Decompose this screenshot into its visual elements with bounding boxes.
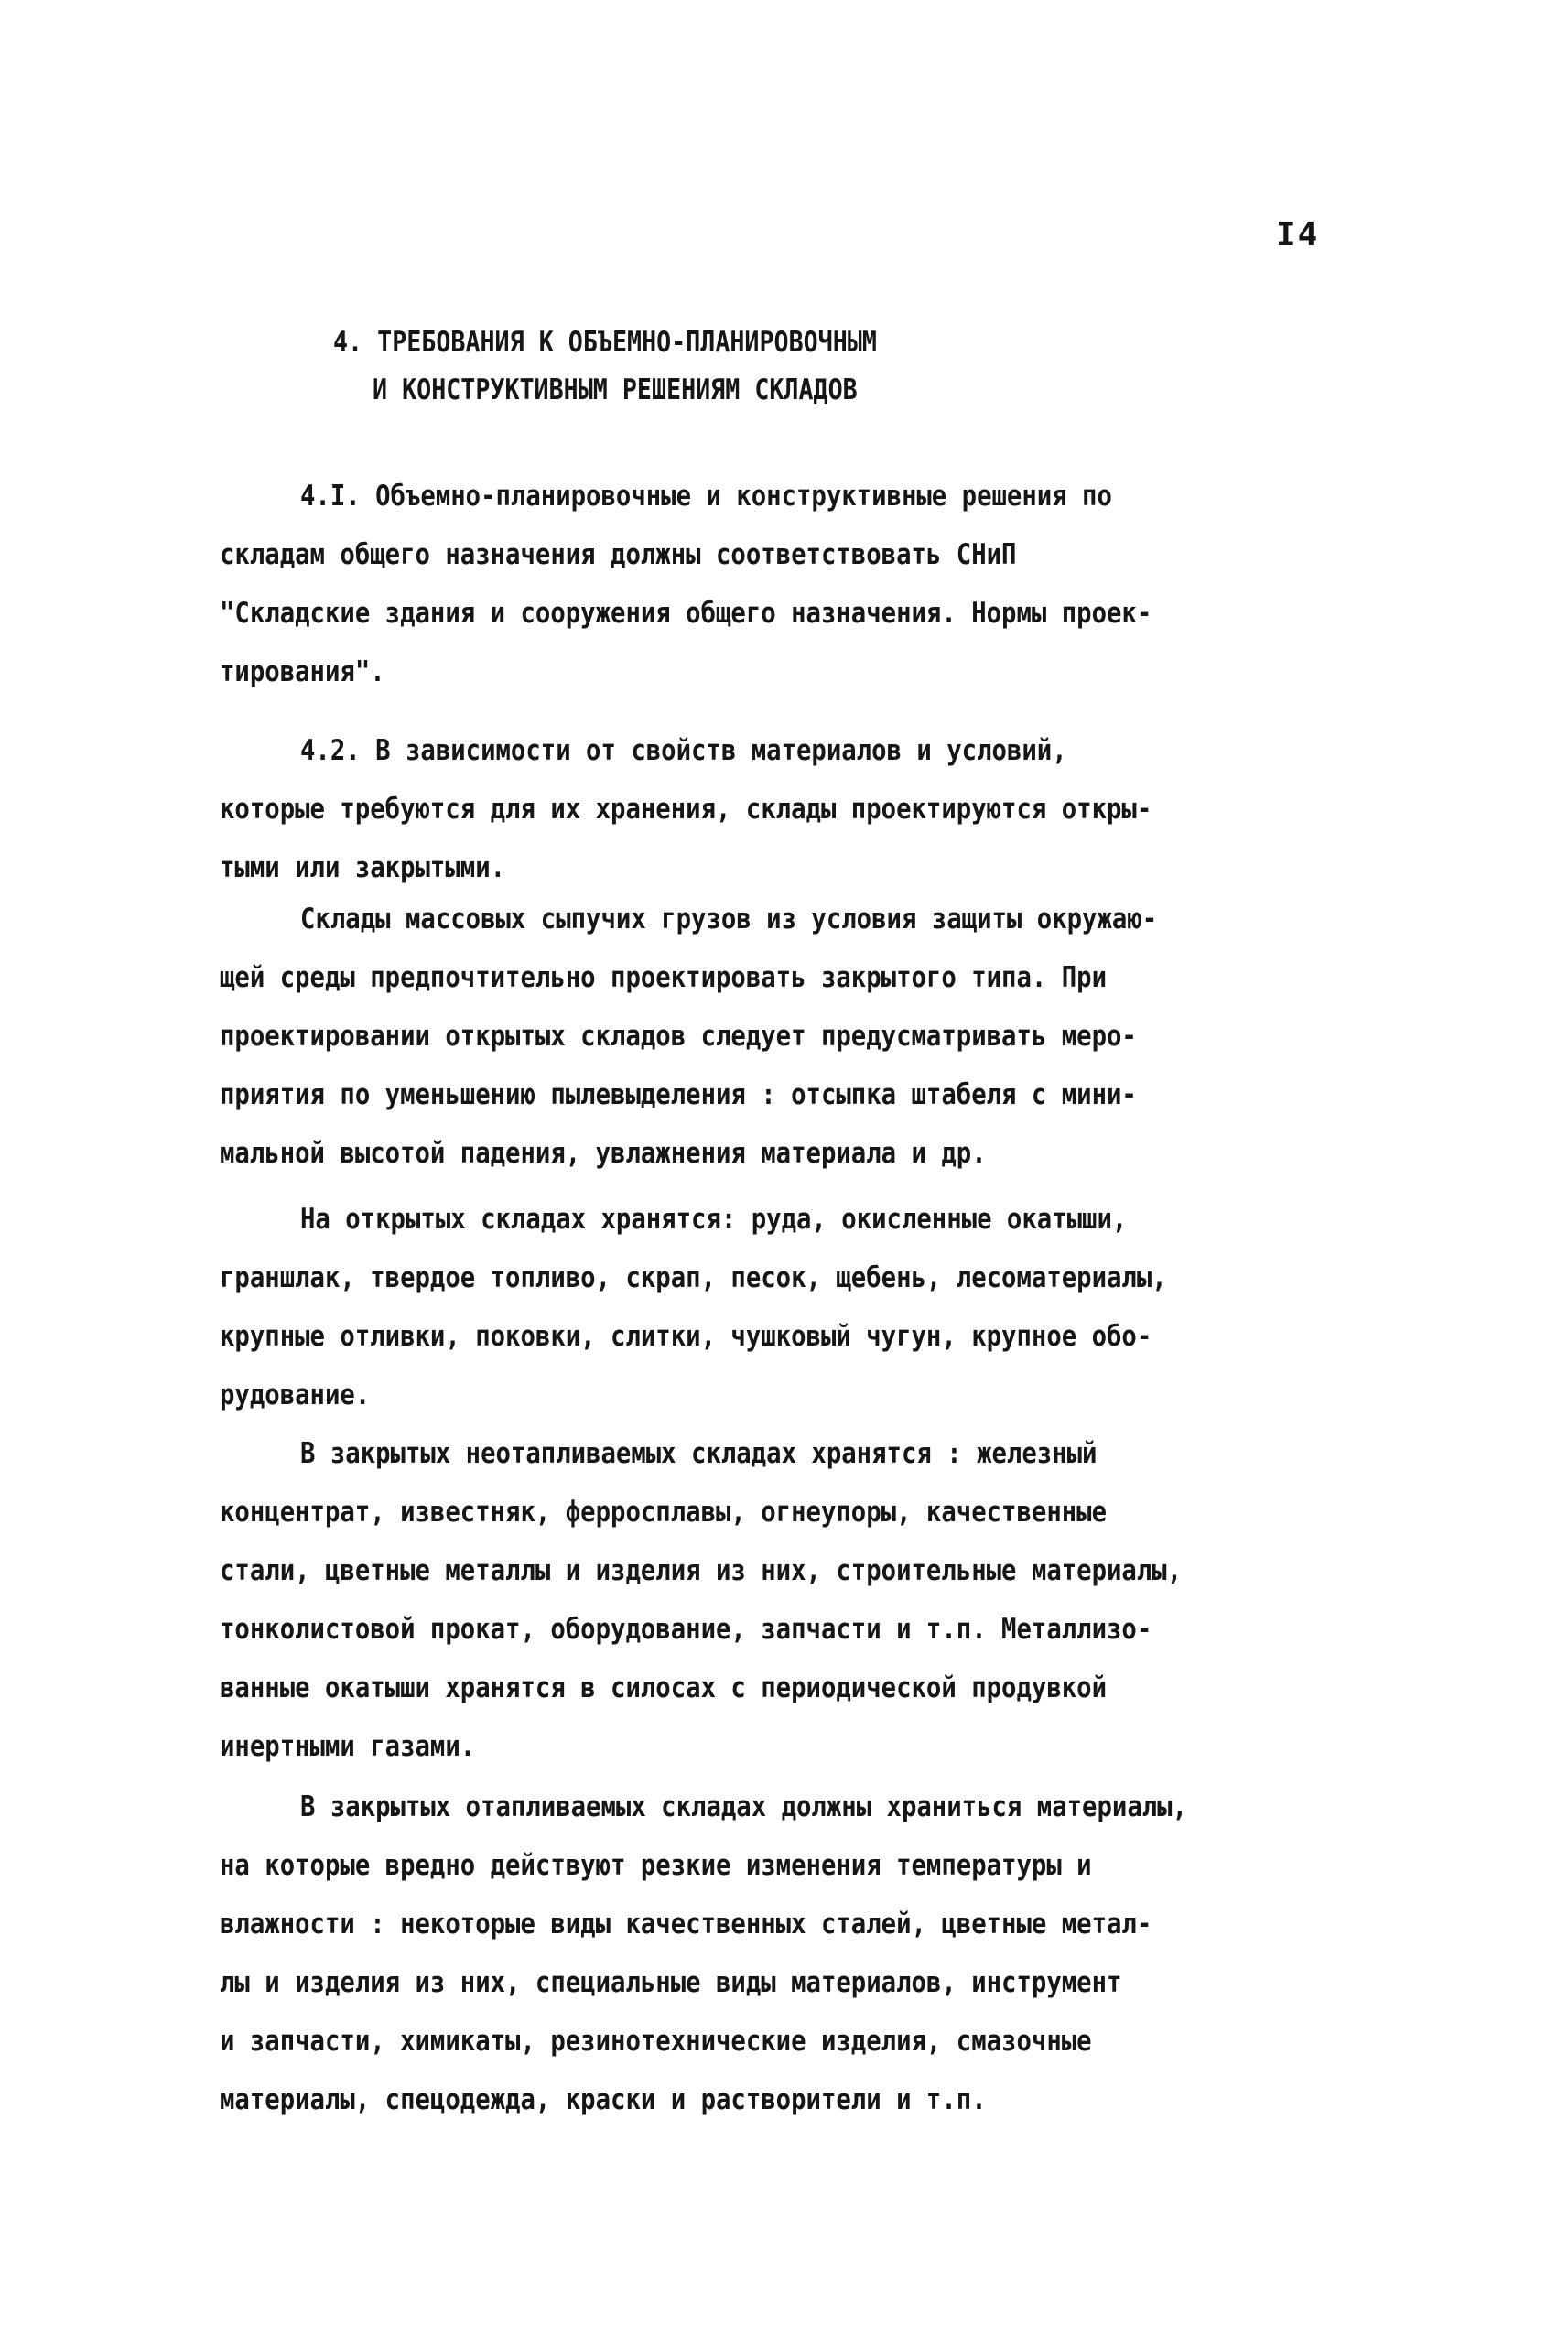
text-line: ванные окатыши хранятся в силосах с периодической продувкой <box>220 1671 1108 1704</box>
text-line: материалы, спецодежда, краски и растворители и т.п. <box>220 2083 987 2116</box>
text-line: На открытых складах хранятся: руда, окисленные окатыши, <box>300 1203 1128 1236</box>
text-line: граншлак, твердое топливо, скрап, песок, щебень, лесоматериалы, <box>220 1261 1167 1294</box>
text-line: В закрытых отапливаемых складах должны храниться материалы, <box>300 1790 1188 1823</box>
text-line: 4.2. В зависимости от свойств материалов и условий, <box>300 734 1067 767</box>
text-line: рудование. <box>220 1379 371 1411</box>
paragraph-4-1 <box>220 467 1373 701</box>
text-line: "Складские здания и сооружения общего назначения. Нормы проек- <box>220 597 1152 630</box>
text-line: лы и изделия из них, специальные виды материалов, инструмент <box>220 1966 1122 1999</box>
paragraph-bulk-cargo <box>220 890 1373 1183</box>
text-line: стали, цветные металлы и изделия из них, строительные материалы, <box>220 1554 1183 1587</box>
paragraph-4-2 <box>220 721 1373 897</box>
text-line: тыми или закрытыми. <box>220 851 506 884</box>
section-heading-line-1: 4. ТРЕБОВАНИЯ К ОБЪЕМНО-ПЛАНИРОВОЧНЫМ <box>333 326 877 359</box>
text-line: В закрытых неотапливаемых складах хранятся : железный <box>300 1437 1098 1470</box>
text-line: тонколистовой прокат, оборудование, запчасти и т.п. Металлизо- <box>220 1613 1152 1646</box>
section-heading <box>333 319 877 414</box>
text-line: крупные отливки, поковки, слитки, чушковый чугун, крупное обо- <box>220 1320 1152 1353</box>
text-line: которые требуются для их хранения, склады проектируются откры- <box>220 793 1152 826</box>
text-line: влажности : некоторые виды качественных сталей, цветные метал- <box>220 1908 1152 1941</box>
text-line: на которые вредно действуют резкие изменения температуры и <box>220 1849 1092 1882</box>
text-line: приятия по уменьшению пылевыделения : отсыпка штабеля с мини- <box>220 1078 1137 1111</box>
text-line: проектировании открытых складов следует предусматривать меро- <box>220 1020 1137 1053</box>
section-heading-line-2: И КОНСТРУКТИВНЫМ РЕШЕНИЯМ СКЛАДОВ <box>373 373 858 406</box>
paragraph-open-warehouses <box>220 1190 1373 1424</box>
text-line: тирования". <box>220 655 385 688</box>
text-line: складам общего назначения должны соответствовать СНиП <box>220 538 1017 571</box>
text-line: мальной высотой падения, увлажнения материала и др. <box>220 1137 987 1170</box>
text-line: 4.I. Объемно-планировочные и конструктивные решения по <box>300 480 1112 513</box>
paragraph-closed-unheated <box>220 1424 1373 1776</box>
text-line: инертными газами. <box>220 1730 476 1763</box>
text-line: щей среды предпочтительно проектировать закрытого типа. При <box>220 961 1108 994</box>
paragraph-closed-heated <box>220 1778 1373 2129</box>
text-line: и запчасти, химикаты, резинотехнические изделия, смазочные <box>220 2025 1092 2058</box>
page-number: I4 <box>1276 216 1320 254</box>
text-line: Склады массовых сыпучих грузов из условия защиты окружаю- <box>300 903 1158 935</box>
text-line: концентрат, известняк, ферросплавы, огнеупоры, качественные <box>220 1496 1108 1529</box>
